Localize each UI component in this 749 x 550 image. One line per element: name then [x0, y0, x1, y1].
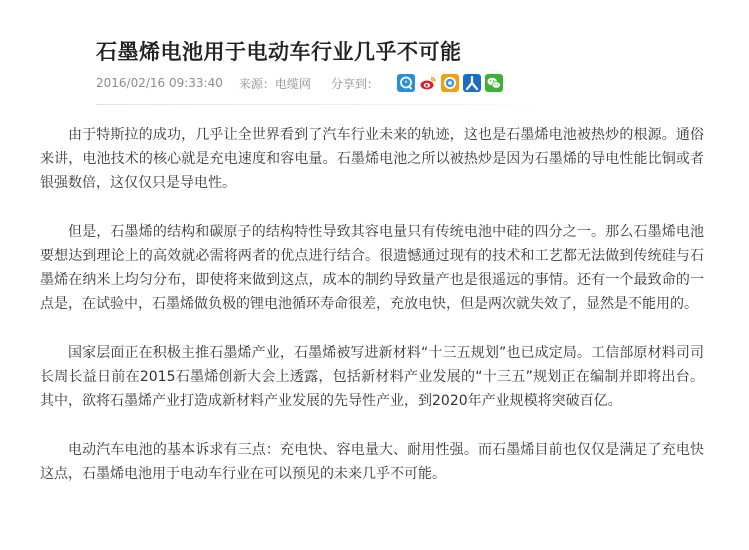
source-name: 电缆网 — [274, 76, 311, 91]
publish-date: 2016/02/16 09:33:40 — [96, 76, 223, 90]
divider — [96, 104, 546, 105]
qzone-icon[interactable] — [397, 74, 415, 92]
paragraph-3: 国家层面正在积极主推石墨烯产业，石墨烯被写进新材料“十三五规划”也已成定局。工信部原材料司司长周长益日前在2015石墨烯创新大会上透露，包括新材料产业发展的“十三五”规划正在编制并即将出台。其中，欲将石墨烯产业打造成新材料产业发展的先导性产业，到2020年产业规模将突破百亿。 — [40, 345, 704, 409]
paragraph-1: 由于特斯拉的成功，几乎让全世界看到了汽车行业未来的轨迹，这也是石墨烯电池被热炒的根源。通俗来讲，电池技术的核心就是充电速度和容电量。石墨烯电池之所以被热炒是因为石墨烯的导电性能比铜或者银强数倍，这仅仅只是导电性。 — [40, 127, 704, 191]
renren-icon[interactable] — [463, 74, 481, 92]
qq-weibo-icon[interactable] — [441, 74, 459, 92]
paragraph-2: 但是，石墨烯的结构和碳原子的结构特性导致其容电量只有传统电池中硅的四分之一。那么石墨烯电池要想达到理论上的高效就必需将两者的优点进行结合。很遗憾通过现有的技术和工艺都无法做到传统硅与石墨烯在纳米上均匀分布，即使将来做到这点，成本的制约导致量产也是很遥远的事情。还有一个最致命的一点是，在试验中，石墨烯做负极的锂电池循环寿命很差，充放电快，但是两次就失效了，显然是不能用的。 — [40, 224, 704, 312]
paragraph-4: 电动汽车电池的基本诉求有三点：充电快、容电量大、耐用性强。而石墨烯目前也仅仅是满足了充电快这点，石墨烯电池用于电动车行业在可以预见的未来几乎不可能。 — [40, 442, 704, 482]
share-label: 分享到： — [330, 76, 379, 91]
source-label: 来源： — [238, 76, 275, 91]
share-icons — [397, 74, 503, 92]
article-title: 石墨烯电池用于电动车行业几乎不可能 — [96, 40, 462, 65]
weibo-icon[interactable] — [419, 74, 437, 92]
wechat-icon[interactable] — [485, 74, 503, 92]
article-meta — [96, 71, 503, 95]
article-body — [40, 123, 704, 511]
